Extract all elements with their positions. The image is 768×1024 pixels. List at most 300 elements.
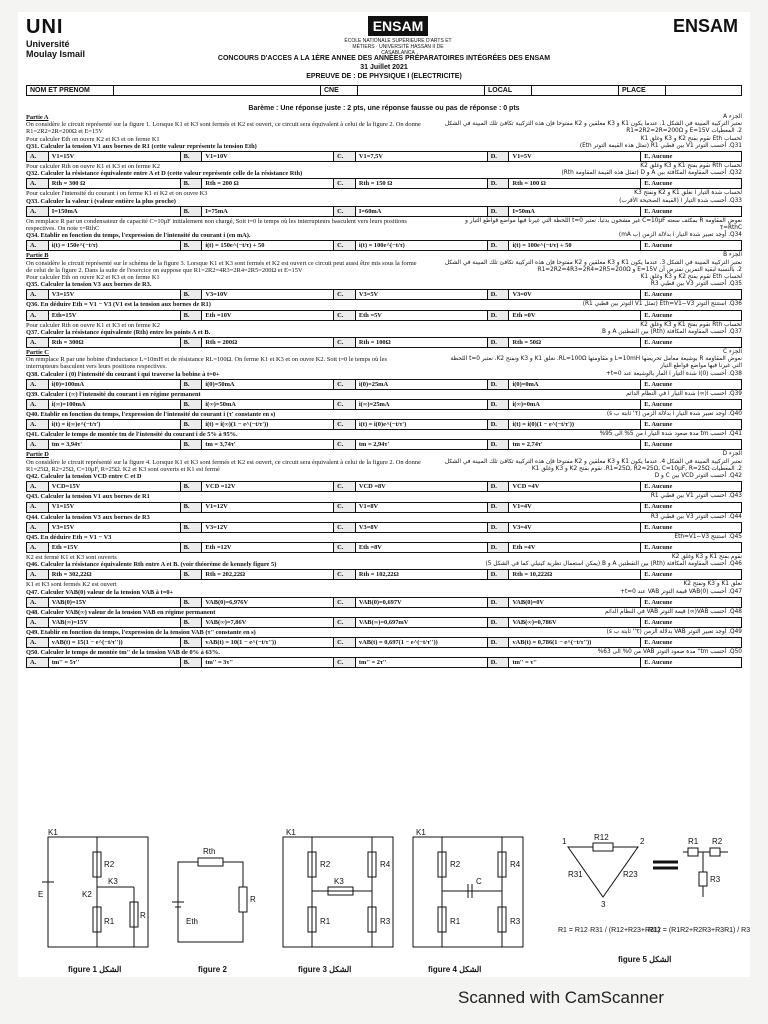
- pre31-row: [26, 136, 742, 143]
- nom-label: NOM ET PRENOM: [27, 86, 114, 96]
- option-value[interactable]: V1=12V: [202, 502, 334, 512]
- option-aucune[interactable]: E. Aucune: [644, 659, 673, 667]
- fig1-r1: R1: [104, 917, 115, 926]
- option-value[interactable]: VAB(0)=6,976V: [202, 597, 334, 607]
- option-key[interactable]: D.: [487, 522, 509, 532]
- option-aucune[interactable]: E. Aucune: [644, 543, 673, 551]
- option-aucune[interactable]: E. Aucune: [644, 441, 673, 449]
- fig5-r23: R23: [623, 870, 638, 879]
- exam-subject: EPREUVE DE : DE PHYSIQUE I (ELECTRICITE): [306, 73, 462, 80]
- option-key[interactable]: C.: [334, 206, 356, 216]
- option-key[interactable]: B.: [180, 542, 202, 552]
- o47-options: [26, 597, 742, 608]
- q49-row: [26, 629, 742, 636]
- option-value[interactable]: Rth = 200Ω: [202, 338, 334, 348]
- option-value[interactable]: V1=15V: [48, 152, 180, 162]
- option-key[interactable]: B.: [180, 482, 202, 492]
- q45-text: Q45. En déduire Eth = V1 − V3: [26, 533, 112, 541]
- option-value[interactable]: Eth =0V: [509, 310, 641, 320]
- option-value[interactable]: V3=15V: [48, 522, 180, 532]
- option-key[interactable]: D.: [487, 482, 509, 492]
- option-key[interactable]: D.: [487, 597, 509, 607]
- option-key[interactable]: C.: [334, 179, 356, 189]
- option-value[interactable]: VCD =4V: [509, 482, 641, 492]
- partC-block: [26, 349, 742, 450]
- option-key[interactable]: A.: [27, 290, 49, 300]
- option-value[interactable]: I=50mA: [509, 206, 641, 216]
- exam-date: 31 Juillet 2021: [360, 64, 408, 71]
- fig2-caption: figure 2: [198, 965, 227, 974]
- o50-options: [26, 657, 742, 668]
- q31-row: [26, 143, 742, 150]
- option-aucune[interactable]: E. Aucune: [644, 571, 673, 579]
- option-value[interactable]: V1=7,5V: [355, 152, 487, 162]
- option-value[interactable]: i(t) = i(∞)e^(−t/τ'): [48, 420, 180, 430]
- o35-options: [26, 289, 742, 300]
- option-key[interactable]: D.: [487, 241, 509, 251]
- pre34-text: On remplace R par un condensateur de capacité C=10μF initialement non chargé, Soit t=0 le temps où les interrupteurs basculent vers leurs positions respectives. On note τ=RthC: [26, 217, 407, 233]
- option-value[interactable]: I=75mA: [202, 206, 334, 216]
- q34-text-ar: Q34. أوجد تعبير شدة التيار i بدلالة الزمن (ب mA): [618, 232, 742, 239]
- option-aucune[interactable]: E. Aucune: [644, 207, 673, 215]
- option-value[interactable]: Rth = 300 Ω: [48, 179, 180, 189]
- fig3-k3: K3: [334, 877, 344, 886]
- figure-3-circuit: [283, 837, 393, 947]
- option-key[interactable]: C.: [334, 482, 356, 492]
- q50-row: [26, 649, 742, 656]
- option-key[interactable]: A.: [27, 420, 49, 430]
- pre32-text-ar: لحساب Rth نقوم بفتح K1 و K3 وغلق K2: [640, 163, 742, 170]
- option-value[interactable]: i(t) = i(0)(1 − e^(−t/τ')): [509, 420, 641, 430]
- option-key[interactable]: C.: [334, 617, 356, 627]
- fig3-k1: K1: [286, 828, 296, 837]
- option-value[interactable]: VAB(∞)=15V: [48, 617, 180, 627]
- option-key[interactable]: D.: [487, 638, 509, 648]
- option-key[interactable]: A.: [27, 638, 49, 648]
- option-value[interactable]: Rth = 100 Ω: [509, 179, 641, 189]
- fig4-r3: R3: [510, 917, 521, 926]
- q46-text: Q46. Calculer la résistance équivalente Rth entre A et B. (voir théorème de kennely figure 5): [26, 561, 277, 569]
- intro-text: On considère le circuit représenté sur la figure 1. Lorsque K1 et K3 sont fermés et K2 est ouvert, ce circuit sera équivalent à celui de la figure 2. On donne R1=2R2=2R=200Ω et E=15V: [26, 121, 421, 136]
- option-value[interactable]: i(t) = 100e^(−t/τ) + 50: [509, 241, 641, 251]
- title-row: [26, 252, 742, 259]
- q42-text: Q42. Calculer la tension VCD entre C et D: [26, 473, 142, 481]
- q41-row: [26, 431, 742, 438]
- option-value[interactable]: VAB(0)=0V: [509, 597, 641, 607]
- option-value[interactable]: VAB(0)=0,697V: [355, 597, 487, 607]
- q44-text: Q44. Calculer la tension V3 aux bornes de R3: [26, 513, 150, 521]
- option-value[interactable]: i(t) = i(0)e^(−t/τ'): [355, 420, 487, 430]
- option-value[interactable]: tm'' = τ'': [509, 658, 641, 668]
- option-key[interactable]: A.: [27, 206, 49, 216]
- fig3-r3: R3: [380, 917, 391, 926]
- cne-field[interactable]: [358, 86, 485, 96]
- option-value[interactable]: tm'' = 2τ'': [355, 658, 487, 668]
- option-aucune[interactable]: E. Aucune: [644, 291, 673, 299]
- o46-options: [26, 569, 742, 580]
- o45-options: [26, 542, 742, 553]
- fig1-k1: K1: [48, 828, 58, 837]
- place-field[interactable]: [666, 86, 742, 96]
- option-aucune[interactable]: E. Aucune: [644, 338, 673, 346]
- q36-text-ar: Q36. استنتج التوتر Eth=V1−V3 (تمثل V1 التوتر بين قطبي R1): [582, 301, 742, 308]
- option-key[interactable]: C.: [334, 152, 356, 162]
- option-value[interactable]: VCD =8V: [355, 482, 487, 492]
- pre47-text-ar: نغلق K1 و K3 ونفتح K2: [683, 581, 742, 588]
- option-key[interactable]: B.: [180, 206, 202, 216]
- option-key[interactable]: C.: [334, 638, 356, 648]
- option-value[interactable]: i(0)=50mA: [202, 379, 334, 389]
- ensam-seal-logo: ENSAM: [672, 16, 738, 36]
- option-value[interactable]: i(t) = 150e^(−t/τ): [48, 241, 180, 251]
- q48-row: [26, 609, 742, 616]
- intro-row: [26, 356, 742, 370]
- q47-text: Q47. Calculer VAB(0) valeur de la tension VAB à t=0+: [26, 588, 174, 596]
- pre37-row: [26, 322, 742, 329]
- option-value[interactable]: V1=5V: [509, 152, 641, 162]
- option-key[interactable]: B.: [180, 440, 202, 450]
- q50-text: Q50. Calculer le temps de montée tm'' de la tension VAB de 0% à 63%.: [26, 649, 220, 657]
- q40-row: [26, 411, 742, 418]
- option-value[interactable]: i(t) = 150e^(−t/τ) + 50: [202, 241, 334, 251]
- intro-text-ar: نعوض المقاومة R بوشيعة معامل تحريضها L=10mH و مقاومتها RL=100Ω. نغلق K1 و K3 ونفتح K2. نعتبر t=0 اللحظة التي غيرنا فيها مواضع قواطع التيار: [450, 356, 742, 370]
- option-key[interactable]: D.: [487, 440, 509, 450]
- option-key[interactable]: B.: [180, 338, 202, 348]
- option-key[interactable]: D.: [487, 179, 509, 189]
- option-value[interactable]: V3=10V: [202, 290, 334, 300]
- option-value[interactable]: Rth = 302,22Ω: [48, 570, 180, 580]
- fig5-node1: 1: [562, 837, 567, 846]
- pre35-text-ar: لحساب Eth نقوم بفتح K2 و K3 وغلق K1: [640, 274, 742, 281]
- q42-row: [26, 473, 742, 480]
- option-key[interactable]: B.: [180, 152, 202, 162]
- option-value[interactable]: Eth =12V: [202, 542, 334, 552]
- option-key[interactable]: B.: [180, 597, 202, 607]
- option-value[interactable]: V1=4V: [509, 502, 641, 512]
- option-value[interactable]: V3=12V: [202, 522, 334, 532]
- q46-text-ar: Q46. أحسب المقاومة المكافئة (Rth) بين النقطتين A و B (يمكن استعمال نظرية كينيلي كما في الشكل 5): [485, 561, 742, 568]
- title-text-ar: الجزء B: [723, 252, 742, 259]
- intro-text: On considère le circuit représenté sur la figure 4. Lorsque K1 et K3 sont fermés et K2 est ouvert, ce circuit sera équivalent à celui de la figure 2. On donne R1=25Ω, R2=25Ω, C=10μF, R=25Ω. K2 et K3 sont ouverts et K1 est fermé: [26, 458, 421, 473]
- option-key[interactable]: C.: [334, 542, 356, 552]
- option-value[interactable]: i(∞)=0mA: [509, 400, 641, 410]
- pre31-text: Pour calculer Eth on ouvre K2 et K3 et on ferme K1: [26, 135, 160, 143]
- q35-text: Q35. Calculer la tension V3 aux bornes de R3.: [26, 281, 152, 289]
- fig5-r12: R12: [594, 833, 609, 842]
- intro-row: [26, 459, 742, 473]
- option-key[interactable]: C.: [334, 522, 356, 532]
- q32-row: [26, 170, 742, 177]
- option-key[interactable]: B.: [180, 502, 202, 512]
- option-key[interactable]: D.: [487, 658, 509, 668]
- option-key[interactable]: B.: [180, 241, 202, 251]
- pre33-text-ar: لحساب شدة التيار i نغلق K1 و K2 ونفتح K3: [634, 190, 742, 197]
- option-key[interactable]: D.: [487, 542, 509, 552]
- option-aucune[interactable]: E. Aucune: [644, 503, 673, 511]
- option-value[interactable]: Eth =10V: [202, 310, 334, 320]
- option-value[interactable]: Rth = 300Ω: [48, 338, 180, 348]
- option-key[interactable]: D.: [487, 310, 509, 320]
- option-value[interactable]: I=150mA: [48, 206, 180, 216]
- option-value[interactable]: Rth = 100Ω: [355, 338, 487, 348]
- q49-text-ar: Q49. أوجد تعبير التوتر VAB بدلالة الزمن (τ'' ثابتة ب s): [606, 628, 742, 635]
- option-key[interactable]: C.: [334, 338, 356, 348]
- fig1-k3: K3: [108, 877, 118, 886]
- q37-row: [26, 329, 742, 336]
- option-key[interactable]: A.: [27, 542, 49, 552]
- option-aucune[interactable]: E. Aucune: [644, 598, 673, 606]
- q39-row: [26, 391, 742, 398]
- fig1-r: R: [140, 911, 146, 920]
- option-key[interactable]: A.: [27, 482, 49, 492]
- option-key[interactable]: B.: [180, 658, 202, 668]
- o37-options: [26, 337, 742, 348]
- option-value[interactable]: VAB(∞)=7,86V: [202, 617, 334, 627]
- q41-text-ar: Q41. أحسب tm مدة صعود شدة التيار i من 5% الى 95%: [599, 431, 742, 438]
- q41-text: Q41. Calculer le temps de montée tm de l'intensité du courant i de 5% à 95%.: [26, 431, 238, 439]
- o40-options: [26, 419, 742, 430]
- option-key[interactable]: A.: [27, 179, 49, 189]
- fig3-r1: R1: [320, 917, 331, 926]
- fig2-r: R: [250, 895, 256, 904]
- o33-options: [26, 206, 742, 217]
- circuit-figures: [38, 828, 751, 977]
- option-value[interactable]: V3=4V: [509, 522, 641, 532]
- q46-row: [26, 561, 742, 568]
- option-value[interactable]: Rth = 102,22Ω: [355, 570, 487, 580]
- option-aucune[interactable]: E. Aucune: [644, 180, 673, 188]
- option-key[interactable]: A.: [27, 379, 49, 389]
- option-key[interactable]: D.: [487, 502, 509, 512]
- option-value[interactable]: Eth =8V: [355, 542, 487, 552]
- option-key[interactable]: B.: [180, 638, 202, 648]
- option-key[interactable]: C.: [334, 379, 356, 389]
- local-label: LOCAL: [485, 86, 532, 96]
- ensam-logo: ENSAM ÉCOLE NATIONALE SUPÉRIEURE D'ARTS ET MÉTIERS · UNIVERSITÉ HASSAN II DE CASABLANCA: [344, 18, 452, 56]
- option-value[interactable]: V3=0V: [509, 290, 641, 300]
- option-key[interactable]: A.: [27, 310, 49, 320]
- q44-text-ar: Q44. أحسب التوتر V3 بين قطبي R3: [650, 513, 742, 520]
- option-value[interactable]: tm = 2,74τ': [509, 440, 641, 450]
- option-value[interactable]: Rth = 10,222Ω: [509, 570, 641, 580]
- option-value[interactable]: i(0)=0mA: [509, 379, 641, 389]
- q43-row: [26, 493, 742, 500]
- option-key[interactable]: A.: [27, 570, 49, 580]
- place-label: PLACE: [619, 86, 666, 96]
- option-value[interactable]: VAB(∞)=0,786V: [509, 617, 641, 627]
- o44-options: [26, 522, 742, 533]
- fig4-r2: R2: [450, 860, 461, 869]
- option-key[interactable]: C.: [334, 241, 356, 251]
- option-value[interactable]: V1=8V: [355, 502, 487, 512]
- option-key[interactable]: B.: [180, 570, 202, 580]
- option-key[interactable]: C.: [334, 502, 356, 512]
- option-aucune[interactable]: E. Aucune: [644, 483, 673, 491]
- intro-row: [26, 121, 742, 135]
- q40-text-ar: Q40. أوجد تعبير شدة التيار i بدلالة الزمن (τ' ثابتة ب s): [606, 411, 742, 418]
- option-value[interactable]: i(∞)=100mA: [48, 400, 180, 410]
- option-value[interactable]: VCD=15V: [48, 482, 180, 492]
- option-key[interactable]: A.: [27, 502, 49, 512]
- option-value[interactable]: V3=5V: [355, 290, 487, 300]
- fig1-r2: R2: [104, 860, 115, 869]
- pre47-text: K1 et K3 sont fermés K2 est ouvert: [26, 581, 117, 589]
- pre37-text-ar: لحساب Rth نقوم بفتح K1 و K3 وغلق K2: [640, 321, 742, 328]
- option-value[interactable]: tm = 3,74τ': [202, 440, 334, 450]
- option-key[interactable]: B.: [180, 400, 202, 410]
- option-key[interactable]: C.: [334, 310, 356, 320]
- q37-text: Q37. Calculer la résistance équivalente (Rth) entre les points A et B.: [26, 328, 211, 336]
- o49-options: [26, 637, 742, 648]
- option-value[interactable]: V3=8V: [355, 522, 487, 532]
- nom-field[interactable]: [114, 86, 321, 96]
- option-key[interactable]: A.: [27, 617, 49, 627]
- option-aucune[interactable]: E. Aucune: [644, 618, 673, 626]
- option-key[interactable]: A.: [27, 241, 49, 251]
- q31-text-ar: Q31. أحسب التوتر V1 بين قطبي R1 (تمثل هذه القيمة التوتر Eth): [579, 142, 742, 149]
- option-value[interactable]: I=60mA: [355, 206, 487, 216]
- option-key[interactable]: A.: [27, 597, 49, 607]
- option-key[interactable]: D.: [487, 338, 509, 348]
- exam-page: [18, 12, 750, 977]
- option-value[interactable]: tm'' = 5τ'': [48, 658, 180, 668]
- intro-text-ar: نعتبر التركيبة المبينة في الشكل 1. عندما يكون K1 و K3 مغلقين و K2 مفتوحا فإن هذه التركيبة تكافئ تلك المبينة في الشكل 2. المعطيات E=15V و R1=2R2=2R=200Ω: [444, 121, 742, 135]
- option-value[interactable]: vAB(t) = 0,786(1 − e^(−t/τ'')): [509, 638, 641, 648]
- option-value[interactable]: Rth = 150 Ω: [355, 179, 487, 189]
- partA-block: [26, 114, 742, 251]
- option-key[interactable]: C.: [334, 440, 356, 450]
- q47-row: [26, 589, 742, 596]
- figure-4-circuit: [413, 837, 523, 947]
- option-key[interactable]: D.: [487, 400, 509, 410]
- option-key[interactable]: C.: [334, 290, 356, 300]
- option-value[interactable]: VAB(0)=15V: [48, 597, 180, 607]
- option-key[interactable]: D.: [487, 152, 509, 162]
- option-key[interactable]: C.: [334, 658, 356, 668]
- o32-options: [26, 178, 742, 189]
- option-key[interactable]: C.: [334, 420, 356, 430]
- option-value[interactable]: V1=15V: [48, 502, 180, 512]
- q43-text: Q43. Calculer la tension V1 aux bornes de R1: [26, 493, 150, 501]
- option-aucune[interactable]: E. Aucune: [644, 400, 673, 408]
- option-value[interactable]: i(t) = 100e^(−t/τ): [355, 241, 487, 251]
- option-key[interactable]: D.: [487, 570, 509, 580]
- option-aucune[interactable]: E. Aucune: [644, 639, 673, 647]
- fig3-caption: figure 3 الشكل: [298, 965, 352, 974]
- option-aucune[interactable]: E. Aucune: [644, 242, 673, 250]
- option-key[interactable]: A.: [27, 522, 49, 532]
- option-key[interactable]: B.: [180, 617, 202, 627]
- option-aucune[interactable]: E. Aucune: [644, 311, 673, 319]
- option-key[interactable]: B.: [180, 379, 202, 389]
- option-key[interactable]: D.: [487, 379, 509, 389]
- option-value[interactable]: Rth = 202,22Ω: [202, 570, 334, 580]
- fig5-node2: 2: [640, 837, 645, 846]
- q32-text: Q32. Calculer la résistance équivalente entre A et D (cette valeur représente celle de la résistance Rth): [26, 170, 303, 178]
- option-value[interactable]: Eth =5V: [355, 310, 487, 320]
- o34-options: [26, 240, 742, 251]
- option-key[interactable]: C.: [334, 570, 356, 580]
- local-field[interactable]: [532, 86, 619, 96]
- partB-block: [26, 252, 742, 348]
- option-value[interactable]: tm = 2,94τ': [355, 440, 487, 450]
- option-value[interactable]: vAB(t) = 0,697(1 − e^(−t/τ'')): [355, 638, 487, 648]
- q38-text: Q38. Calculer i (0) l'intensité du courant i qui traverse la bobine à t=0+: [26, 370, 220, 378]
- option-key[interactable]: A.: [27, 338, 49, 348]
- q44-row: [26, 514, 742, 521]
- option-value[interactable]: vAB(t) = 10(1 − e^(−t/τ'')): [202, 638, 334, 648]
- option-value[interactable]: i(t) = i(∞)(1 − e^(−t/τ')): [202, 420, 334, 430]
- pre47-row: [26, 581, 742, 588]
- option-key[interactable]: B.: [180, 310, 202, 320]
- option-value[interactable]: Rth = 50Ω: [509, 338, 641, 348]
- option-key[interactable]: B.: [180, 420, 202, 430]
- option-key[interactable]: A.: [27, 440, 49, 450]
- pre34-row: [26, 218, 742, 232]
- option-key[interactable]: B.: [180, 179, 202, 189]
- option-aucune[interactable]: E. Aucune: [644, 421, 673, 429]
- option-value[interactable]: i(0)=25mA: [355, 379, 487, 389]
- option-value[interactable]: Eth =4V: [509, 542, 641, 552]
- option-value[interactable]: V1=10V: [202, 152, 334, 162]
- option-key[interactable]: D.: [487, 206, 509, 216]
- option-key[interactable]: D.: [487, 290, 509, 300]
- option-value[interactable]: VCD =12V: [202, 482, 334, 492]
- q50-text-ar: Q50. أحسب tm'' مدة صعود التوتر VAB من 0% الى 63%: [597, 649, 742, 656]
- option-value[interactable]: Rth = 200 Ω: [202, 179, 334, 189]
- option-aucune[interactable]: E. Aucune: [644, 152, 673, 160]
- option-key[interactable]: D.: [487, 617, 509, 627]
- o48-options: [26, 617, 742, 628]
- option-value[interactable]: Eth =15V: [48, 542, 180, 552]
- option-value[interactable]: VAB(∞)=0,697mV: [355, 617, 487, 627]
- pre33-text: Pour calculer l'intensité du courant i on ferme K1 et K2 et on ouvre K3: [26, 190, 208, 198]
- q48-text: Q48. Calculer VAB(∞) valeur de la tension VAB en régime permanent: [26, 608, 216, 616]
- figure-5-kennely: [568, 843, 728, 897]
- q33-row: [26, 198, 742, 205]
- option-key[interactable]: C.: [334, 597, 356, 607]
- option-key[interactable]: A.: [27, 152, 49, 162]
- pre46-text: K2 est fermé K1 et K3 sont ouverts: [26, 553, 117, 561]
- option-value[interactable]: V3=15V: [48, 290, 180, 300]
- option-value[interactable]: i(∞)=50mA: [202, 400, 334, 410]
- option-aucune[interactable]: E. Aucune: [644, 380, 673, 388]
- camscanner-footer: Scanned with CamScanner: [458, 988, 665, 1007]
- partD-block: [26, 451, 742, 668]
- option-value[interactable]: Eth=15V: [48, 310, 180, 320]
- option-aucune[interactable]: E. Aucune: [644, 523, 673, 531]
- option-key[interactable]: B.: [180, 522, 202, 532]
- o43-options: [26, 502, 742, 513]
- option-value[interactable]: i(0)=100mA: [48, 379, 180, 389]
- option-key[interactable]: B.: [180, 290, 202, 300]
- option-key[interactable]: D.: [487, 420, 509, 430]
- option-value[interactable]: i(∞)=25mA: [355, 400, 487, 410]
- o38-options: [26, 379, 742, 390]
- q34-row: [26, 232, 742, 239]
- q35-row: [26, 281, 742, 288]
- option-value[interactable]: tm'' = 3τ'': [202, 658, 334, 668]
- pre46-text-ar: نقوم بفتح K1 و K3 وغلق K2: [671, 553, 742, 560]
- option-value[interactable]: vAB(t) = 15(1 − e^(−t/τ'')): [48, 638, 180, 648]
- option-key[interactable]: A.: [27, 400, 49, 410]
- option-key[interactable]: C.: [334, 400, 356, 410]
- title-text-ar: الجزء D: [722, 451, 742, 458]
- option-value[interactable]: tm = 3,94τ': [48, 440, 180, 450]
- o39-options: [26, 399, 742, 410]
- fig3-r4: R4: [380, 860, 391, 869]
- option-key[interactable]: A.: [27, 658, 49, 668]
